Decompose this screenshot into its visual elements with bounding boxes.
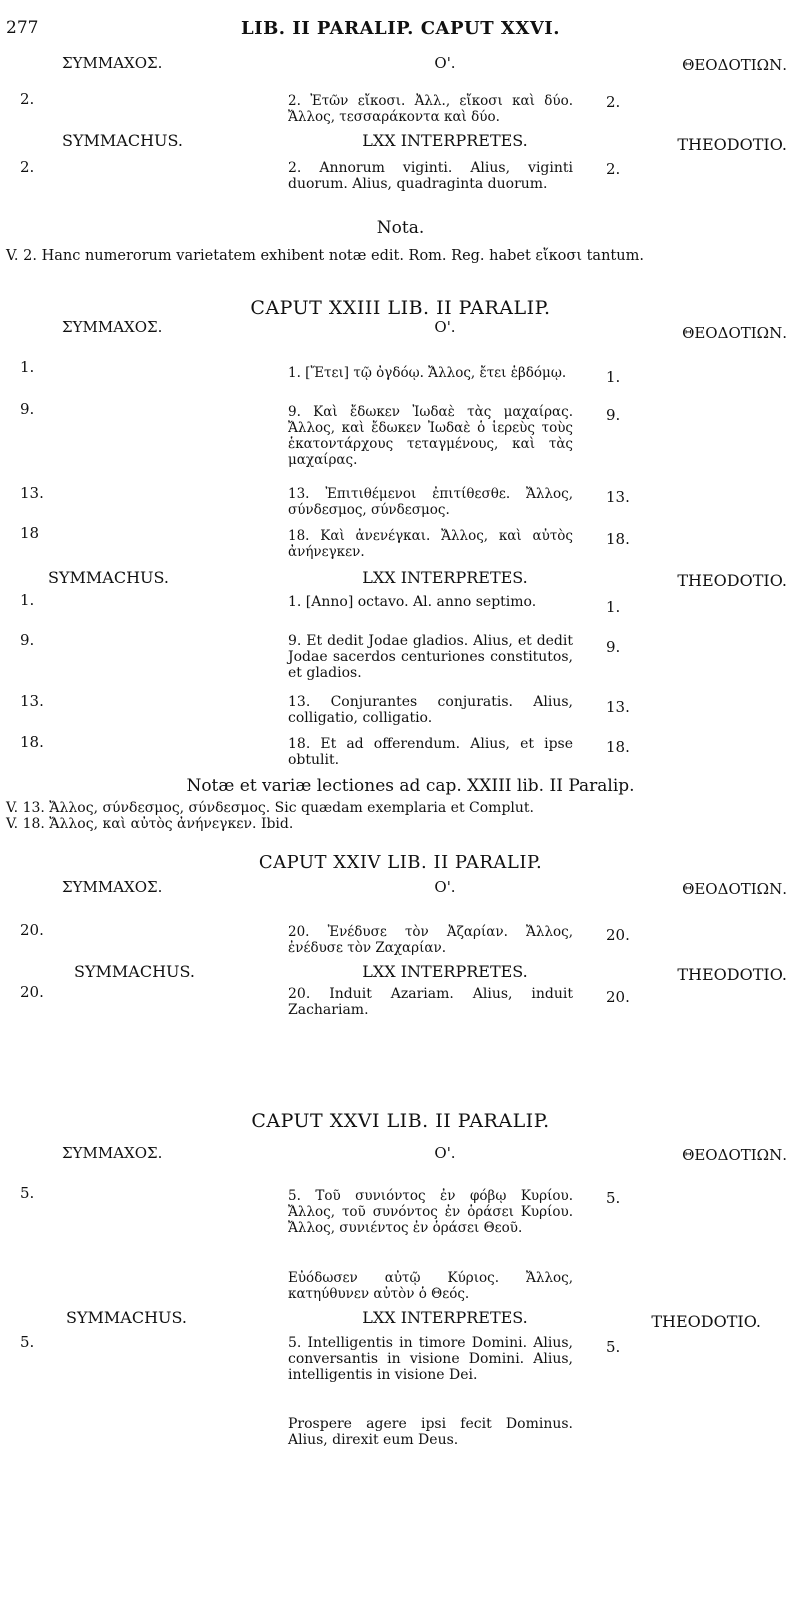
note-line: V. 13. Ἄλλος, σύνδεσμος, σύνδεσμος. Sic quædam exemplaria et Complut. <box>6 800 534 816</box>
verse-number: 1. <box>20 591 35 609</box>
section-title: CAPUT XXIII LIB. II PARALIP. <box>250 297 551 319</box>
header-theodotion-latin: THEODOTIO. <box>677 135 787 154</box>
verse-number: 1. <box>20 358 35 376</box>
greek-text: 13. Ἐπιτιθέμενοι ἐπιτίθεσθε. Ἄλλος, σύνδεσμος, σύνδεσμος. <box>288 486 573 518</box>
section-title: CAPUT XXVI LIB. II PARALIP. <box>251 1110 550 1132</box>
verse-number-right: 20. <box>606 926 630 944</box>
running-head: LIB. II PARALIP. CAPUT XXVI. <box>241 18 560 39</box>
verse-number-right: 5. <box>606 1189 621 1207</box>
greek-text: 20. Ἐνέδυσε τὸν Ἀζαρίαν. Ἄλλος, ἐνέδυσε τὸν Ζαχαρίαν. <box>288 924 573 956</box>
verse-number-right: 1. <box>606 598 621 616</box>
verse-number: 13. <box>20 692 44 710</box>
header-symmachus-greek: ΣΥΜΜΑΧΟΣ. <box>62 878 163 896</box>
header-symmachus-greek: ΣΥΜΜΑΧΟΣ. <box>62 318 163 336</box>
verse-number: 20. <box>20 983 44 1001</box>
header-lxx-latin: LXX INTERPRETES. <box>362 1308 528 1327</box>
verse-number-right: 13. <box>606 698 630 716</box>
greek-text: Εὐόδωσεν αὐτῷ Κύριος. Ἄλλος, κατηύθυνεν αὐτὸν ὁ Θεός. <box>288 1270 573 1302</box>
verse-number: 20. <box>20 921 44 939</box>
verse-number-right: 9. <box>606 406 621 424</box>
latin-text: 18. Et ad offerendum. Alius, et ipse obtulit. <box>288 736 573 768</box>
header-theodotion-latin: THEODOTIO. <box>651 1312 761 1331</box>
verse-number: 5. <box>20 1184 35 1202</box>
header-lxx-latin: LXX INTERPRETES. <box>362 962 528 981</box>
verse-number: 9. <box>20 631 35 649</box>
verse-number-right: 2. <box>606 93 621 111</box>
note-line: V. 18. Ἄλλος, καὶ αὐτὸς ἀνήνεγκεν. Ibid. <box>6 816 294 832</box>
latin-text: 5. Intelligentis in timore Domini. Alius, conversantis in visione Domini. Alius, intelligentis in visione Dei. <box>288 1335 573 1383</box>
header-theodotion-greek: ΘΕΟΔΟΤΙΩΝ. <box>682 880 787 898</box>
greek-text: 2. Ἐτῶν εἴκοσι. Ἀλλ., εἴκοσι καὶ δύο. Ἄλλος, τεσσαράκοντα καὶ δύο. <box>288 93 573 125</box>
section-title: CAPUT XXIV LIB. II PARALIP. <box>258 852 543 873</box>
latin-text: Prospere agere ipsi fecit Dominus. Alius, direxit eum Deus. <box>288 1416 573 1448</box>
verse-number-right: 18. <box>606 530 630 548</box>
header-theodotion-greek: ΘΕΟΔΟΤΙΩΝ. <box>682 1146 787 1164</box>
note-line: V. 2. Hanc numerorum varietatem exhibent notæ edit. Rom. Reg. habet εἴκοσι tantum. <box>6 248 644 264</box>
nota-title: Nota. <box>376 218 425 238</box>
latin-text: 1. [Anno] octavo. Al. anno septimo. <box>288 594 537 610</box>
verse-number-right: 13. <box>606 488 630 506</box>
verse-number-right: 20. <box>606 988 630 1006</box>
verse-number: 5. <box>20 1333 35 1351</box>
verse-number: 18. <box>20 733 44 751</box>
verse-number: 18 <box>20 524 40 542</box>
greek-text: 1. [Ἔτει] τῷ ὀγδόῳ. Ἄλλος, ἔτει ἑβδόμῳ. <box>288 365 567 381</box>
header-symmachus-greek: ΣΥΜΜΑΧΟΣ. <box>62 54 163 72</box>
verse-number-right: 18. <box>606 738 630 756</box>
header-theodotion-greek: ΘΕΟΔΟΤΙΩΝ. <box>682 56 787 74</box>
header-lxx-greek: Ο'. <box>434 318 456 336</box>
header-lxx-greek: Ο'. <box>434 878 456 896</box>
latin-text: 9. Et dedit Jodae gladios. Alius, et dedit Jodae sacerdos centuriones constitutos, et gladios. <box>288 633 573 681</box>
header-lxx-latin: LXX INTERPRETES. <box>362 568 528 587</box>
verse-number: 2. <box>20 90 35 108</box>
header-symmachus-latin: SYMMACHUS. <box>48 568 169 587</box>
notes-title: Notæ et variæ lectiones ad cap. XXIII lib. II Paralip. <box>186 776 635 796</box>
latin-text: 20. Induit Azariam. Alius, induit Zachariam. <box>288 986 573 1018</box>
verse-number-right: 2. <box>606 160 621 178</box>
verse-number: 9. <box>20 400 35 418</box>
verse-number-right: 5. <box>606 1338 621 1356</box>
latin-text: 13. Conjurantes conjuratis. Alius, colligatio, colligatio. <box>288 694 573 726</box>
header-theodotion-latin: THEODOTIO. <box>677 965 787 984</box>
greek-text: 5. Τοῦ συνιόντος ἐν φόβῳ Κυρίου. Ἄλλος, τοῦ συνόντος ἐν ὁράσει Κυρίου. Ἄλλος, συνιέντος ἐν ὁράσει Θεοῦ. <box>288 1188 573 1236</box>
header-symmachus-latin: SYMMACHUS. <box>74 962 195 981</box>
header-symmachus-latin: SYMMACHUS. <box>66 1308 187 1327</box>
verse-number: 2. <box>20 158 35 176</box>
header-lxx-greek: Ο'. <box>434 1144 456 1162</box>
greek-text: 9. Καὶ ἔδωκεν Ἰωδαὲ τὰς μαχαίρας. Ἄλλος, καὶ ἔδωκεν Ἰωδαὲ ὁ ἱερεὺς τοὺς ἑκατοντάρχους τεταγμένους, καὶ τὰς μαχαίρας. <box>288 404 573 468</box>
greek-text: 18. Καὶ ἀνενέγκαι. Ἄλλος, καὶ αὐτὸς ἀνήνεγκεν. <box>288 528 573 560</box>
page-number: 277 <box>6 18 39 38</box>
verse-number-right: 1. <box>606 368 621 386</box>
header-symmachus-greek: ΣΥΜΜΑΧΟΣ. <box>62 1144 163 1162</box>
header-lxx-latin: LXX INTERPRETES. <box>362 131 528 150</box>
verse-number: 13. <box>20 484 44 502</box>
verse-number-right: 9. <box>606 638 621 656</box>
header-theodotion-greek: ΘΕΟΔΟΤΙΩΝ. <box>682 324 787 342</box>
latin-text: 2. Annorum viginti. Alius, viginti duorum. Alius, quadraginta duorum. <box>288 160 573 192</box>
header-lxx-greek: Ο'. <box>434 54 456 72</box>
header-symmachus-latin: SYMMACHUS. <box>62 131 183 150</box>
header-theodotion-latin: THEODOTIO. <box>677 571 787 590</box>
